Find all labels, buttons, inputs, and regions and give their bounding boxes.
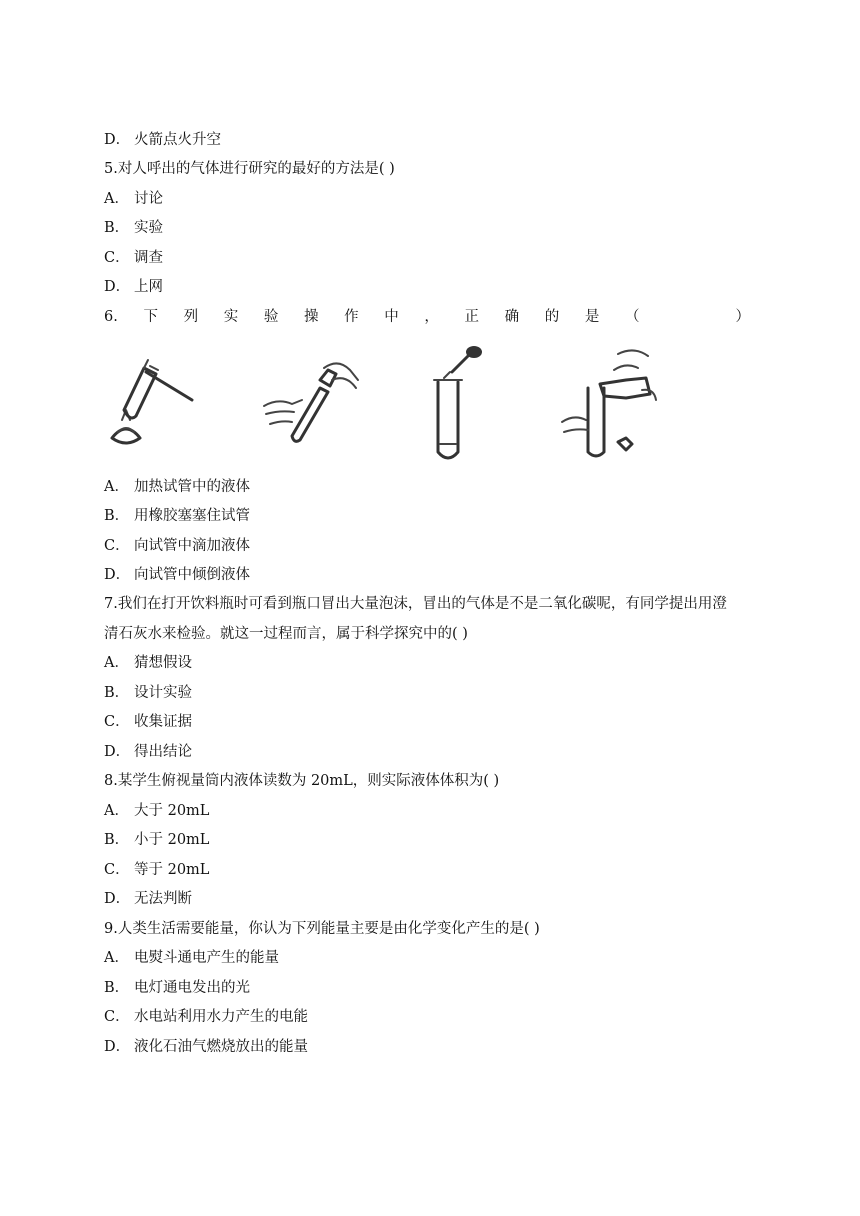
option-text: 液化石油气燃烧放出的能量 <box>134 1039 308 1055</box>
option-letter: C． <box>104 862 130 878</box>
option-text: 收集证据 <box>134 714 192 730</box>
stem-char: 操 <box>303 309 319 325</box>
stem-char: 列 <box>183 309 199 325</box>
option-text: 实验 <box>134 220 163 236</box>
q9-option-b <box>104 978 250 998</box>
option-letter: B． <box>104 685 130 701</box>
heating-test-tube-figure <box>104 340 196 456</box>
option-letter: C． <box>104 714 130 730</box>
question-9-stem: 9.人类生活需要能量，你认为下列能量主要是由化学变化产生的是( ) <box>104 921 540 937</box>
option-d <box>104 130 221 150</box>
stem-char: ， <box>424 309 439 325</box>
option-text: 等于 20mL <box>134 862 210 878</box>
stem-char: （ <box>624 309 640 325</box>
stem-char: ） <box>735 309 750 325</box>
test-tube-icon <box>434 380 462 458</box>
bottle-stopper-icon <box>618 438 632 450</box>
stem-char: 6. <box>104 309 118 325</box>
q8-option-c <box>104 860 209 880</box>
test-tube-icon <box>124 360 156 418</box>
inserting-stopper-figure <box>262 340 362 456</box>
stem-char: 验 <box>263 309 279 325</box>
q5-option-d <box>104 277 163 297</box>
option-text: 水电站利用水力产生的电能 <box>134 1009 308 1025</box>
q7-option-a <box>104 653 192 673</box>
q7-option-d <box>104 742 192 762</box>
q9-option-c <box>104 1007 308 1027</box>
question-6-stem <box>104 307 750 327</box>
option-letter: A． <box>104 950 129 966</box>
option-text: 火箭点火升空 <box>134 132 221 148</box>
question-7-stem-line-2: 清石灰水来检验。就这一过程而言，属于科学探究中的( ) <box>104 626 468 642</box>
option-letter: C． <box>104 1009 130 1025</box>
stem-char: 是 <box>584 309 600 325</box>
option-letter: B． <box>104 980 130 996</box>
q6-option-d <box>104 565 250 585</box>
option-text: 无法判断 <box>134 891 192 907</box>
q6-option-a <box>104 477 250 497</box>
option-letter: D． <box>104 744 131 760</box>
option-letter: A． <box>104 479 129 495</box>
stem-char: 中 <box>384 309 399 325</box>
option-text: 小于 20mL <box>134 832 210 848</box>
reagent-bottle-icon <box>600 365 650 398</box>
hand-icon <box>264 363 358 424</box>
option-letter: B． <box>104 832 130 848</box>
option-letter: C． <box>104 538 130 554</box>
question-5-stem: 5.对人呼出的气体进行研究的最好的方法是( ) <box>104 161 395 177</box>
option-letter: A． <box>104 655 129 671</box>
q7-option-b <box>104 683 192 703</box>
option-letter: D． <box>104 891 131 907</box>
option-text: 电灯通电发出的光 <box>134 980 250 996</box>
q5-option-c <box>104 248 163 268</box>
option-text: 调查 <box>134 250 163 266</box>
test-tube-icon <box>588 388 604 456</box>
option-letter: B． <box>104 508 130 524</box>
q8-option-b <box>104 830 209 850</box>
hand-icon <box>562 350 656 432</box>
option-letter: C． <box>104 250 130 266</box>
q8-option-a <box>104 801 209 821</box>
option-text: 用橡胶塞塞住试管 <box>134 508 250 524</box>
option-letter: D． <box>104 1039 131 1055</box>
q5-option-a <box>104 189 163 209</box>
stem-char: 下 <box>143 309 158 325</box>
stem-char: 作 <box>344 309 359 325</box>
pouring-liquid-figure <box>556 340 660 464</box>
q8-option-d <box>104 889 192 909</box>
q7-option-c <box>104 712 192 732</box>
q9-option-a <box>104 948 279 968</box>
dropping-liquid-figure <box>430 340 490 468</box>
rubber-stopper-icon <box>320 370 336 386</box>
option-text: 向试管中倾倒液体 <box>134 567 250 583</box>
option-letter: A． <box>104 803 129 819</box>
dropper-icon <box>444 346 482 378</box>
test-tube-icon <box>292 388 328 441</box>
stem-char: 确 <box>504 309 520 325</box>
question-8-stem: 8.某学生俯视量筒内液体读数为 20mL，则实际液体体积为( ) <box>104 773 500 789</box>
option-text: 电熨斗通电产生的能量 <box>134 950 279 966</box>
q6-option-c <box>104 536 250 556</box>
option-text: 加热试管中的液体 <box>134 479 250 495</box>
option-text: 设计实验 <box>134 685 192 701</box>
option-text: 讨论 <box>134 191 163 207</box>
option-letter: B． <box>104 220 130 236</box>
q9-option-d <box>104 1037 308 1057</box>
option-text: 大于 20mL <box>134 803 210 819</box>
option-letter: D． <box>104 279 131 295</box>
option-text: 向试管中滴加液体 <box>134 538 250 554</box>
option-letter: D． <box>104 132 131 148</box>
option-text: 上网 <box>134 279 163 295</box>
q6-option-b <box>104 506 250 526</box>
stem-char: 正 <box>464 309 479 325</box>
q5-option-b <box>104 218 163 238</box>
stem-char: 的 <box>544 309 560 325</box>
stem-char: 实 <box>223 309 239 325</box>
option-text: 猜想假设 <box>134 655 192 671</box>
option-text: 得出结论 <box>134 744 192 760</box>
option-letter: D． <box>104 567 131 583</box>
question-7-stem-line-1: 7.我们在打开饮料瓶时可看到瓶口冒出大量泡沫，冒出的气体是不是二氧化碳呢，有同学提出用澄 <box>104 596 727 612</box>
option-letter: A． <box>104 191 129 207</box>
